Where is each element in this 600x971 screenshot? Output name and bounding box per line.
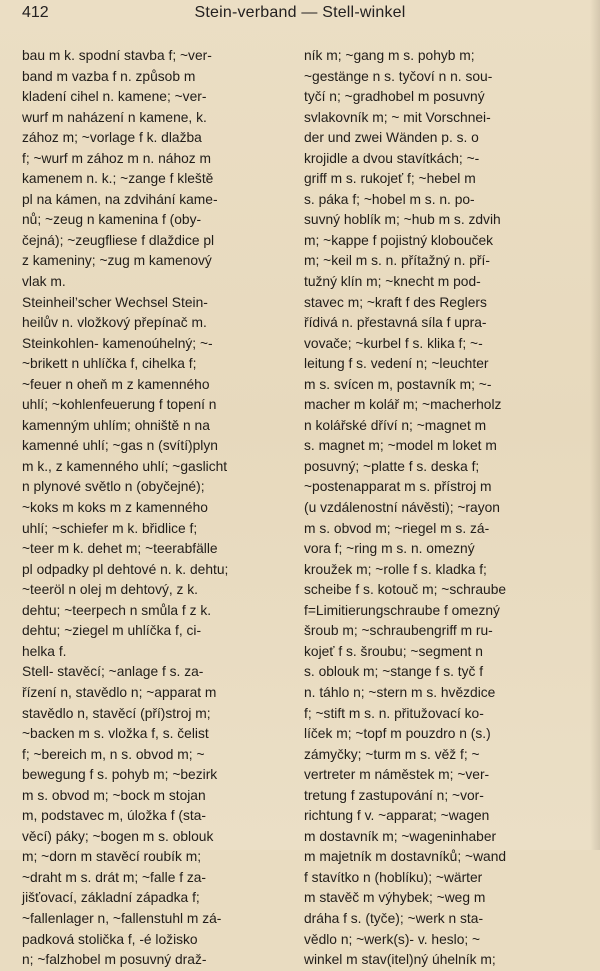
right-line-2: ~gestänge n s. tyčoví n n. sou- [304,68,493,84]
right-line-13: stavec m; ~kraft f des Reglers [304,294,487,310]
left-line-41: ~draht m s. drát m; ~falle f za- [22,869,207,885]
left-line-18: uhlí; ~kohlenfeuerung f topení n [22,397,217,413]
left-line-2: band m vazba f n. způsob m [22,68,196,84]
right-line-41: f stavítko n (hoblíku); ~wärter [304,869,483,885]
right-line-37: tretung f zastupování n; ~vor- [304,787,484,803]
left-line-38: m, podstavec m, úložka f (sta- [22,808,207,824]
right-line-25: vora f; ~ring m s. n. omezný [304,541,475,557]
right-line-3: tyčí n; ~gradhobel m posuvný [304,89,485,105]
left-line-4: wurf m naházení n kamene, k. [22,109,207,125]
right-line-10: m; ~kappe f pojistný klobouček [304,232,494,248]
right-line-38: richtung f v. ~apparat; ~wagen [304,808,490,824]
right-line-43: dráha f s. (tyče); ~werk n sta- [304,910,484,926]
right-line-16: leitung f s. vedení n; ~leuchter [304,356,489,372]
right-line-8: s. páka f; ~hobel m s. n. po- [304,191,475,207]
left-line-27: ~teeröl n olej m dehtový, z k. [22,582,198,598]
right-line-4: svlakovník m; ~ mit Vorschnei- [304,109,491,125]
right-line-28: f=Limitierungschraube f omezný [304,602,500,618]
right-line-30: kojeť f s. šroubu; ~segment n [304,643,483,659]
left-line-19: kamenným uhlím; ohniště n na [22,417,210,433]
right-line-42: m stavěč m výhybek; ~weg m [304,890,486,906]
left-line-9: nů; ~zeug n kamenina f (oby- [22,212,202,228]
left-line-11: z kameniny; ~zug m kamenový [22,253,212,269]
left-line-26: pl odpadky pl dehtové n. k. dehtu; [22,561,229,577]
right-line-34: líček m; ~topf m pouzdro n (s.) [304,726,491,742]
left-line-39: věcí) páky; ~bogen m s. oblouk [22,828,214,844]
left-line-37: m s. obvod m; ~bock m stojan [22,787,206,803]
right-line-32: n. táhlo n; ~stern m s. hvězdice [304,684,496,700]
right-line-20: s. magnet m; ~model m loket m [304,438,497,454]
left-line-29: dehtu; ~ziegel m uhlíčka f, ci- [22,623,202,639]
right-line-15: vovače; ~kurbel f s. klika f; ~- [304,335,483,351]
left-line-44: padková stolička f, -é ložisko [22,931,198,947]
right-line-7: griff m s. rukojeť f; ~hebel m [304,171,476,187]
right-line-12: tužný klín m; ~knecht m pod- [304,274,481,290]
right-line-29: šroub m; ~schraubengriff m ru- [304,623,493,639]
left-line-15: Steinkohlen- kamenoúhelný; ~- [22,335,213,351]
left-line-36: bewegung f s. pohyb m; ~bezirk [22,767,218,783]
left-line-23: ~koks m koks m z kamenného [22,500,208,516]
left-line-21: m k., z kamenného uhlí; ~gaslicht [22,458,228,474]
left-line-22: n plynové světlo n (obyčejné); [22,479,205,495]
left-line-40: m; ~dorn m stavěcí roubík m; [22,849,202,865]
left-line-14: heilův n. vložkový přepínač m. [22,315,207,331]
left-line-35: f; ~bereich m, n s. obvod m; ~ [22,746,205,762]
left-line-1: bau m k. spodní stavba f; ~ver- [22,48,212,63]
right-line-19: n kolářské dříví n; ~magnet m [304,417,487,433]
left-line-42: jišťovací, základní západka f; [22,890,200,906]
left-line-6: f; ~wurf m zához m n. nához m [22,150,212,166]
page-number: 412 [22,4,49,21]
right-line-23: (u vzdálenostní návěsti); ~rayon [304,500,500,516]
left-column [22,46,278,971]
left-line-31: Stell- stavěcí; ~anlage f s. za- [22,664,204,680]
running-head: Stein-verband — Stell-winkel [194,4,406,21]
left-line-8: pl na kámen, na zdvihání kame- [22,191,218,207]
left-line-12: vlak m. [22,274,66,290]
left-line-3: kladení cihel n. kamene; ~ver- [22,89,207,105]
left-line-5: zához m; ~vorlage f k. dlažba [22,130,202,146]
right-line-27: scheibe f s. kotouč m; ~schraube [304,582,507,598]
page-header [22,4,578,28]
left-line-28: dehtu; ~teerpech n smůla f z k. [22,602,212,618]
left-line-33: stavědlo n, stavěcí (pří)stroj m; [22,705,211,721]
right-line-31: s. oblouk m; ~stange f s. tyč f [304,664,484,680]
left-line-7: kamenem n. k.; ~zange f kleště [22,171,214,187]
right-line-22: ~postenapparat m s. přístroj m [304,479,492,495]
right-line-39: m dostavník m; ~wageninhaber [304,828,497,844]
left-line-43: ~fallenlager n, ~fallenstuhl m zá- [22,910,222,926]
left-line-45: n; ~falzhobel m posuvný draž- [22,952,207,968]
right-line-36: vertreter m náměstek m; ~ver- [304,767,490,783]
left-line-34: ~backen m s. vložka f, s. čelist [22,726,209,742]
right-line-14: řídivá n. přestavná síla f upra- [304,315,487,331]
right-line-11: m; ~keil m s. n. přítažný n. pří- [304,253,490,269]
left-line-17: ~feuer n oheň m z kamenného [22,376,210,392]
page-edge-shadow [590,0,600,850]
right-line-26: kroužek m; ~rolle f s. kladka f; [304,561,487,577]
right-line-5: der und zwei Wänden p. s. o [304,130,479,146]
left-line-30: helka f. [22,643,67,659]
left-line-25: ~teer m k. dehet m; ~teerabfälle [22,541,218,557]
right-line-44: vědlo n; ~werk(s)- v. heslo; ~ [304,931,481,947]
right-line-6: krojidle a dvou stavítkách; ~- [304,150,480,166]
left-line-20: kamenné uhlí; ~gas n (svítí)plyn [22,438,218,454]
right-line-1: ník m; ~gang m s. pohyb m; [304,48,475,63]
right-line-24: m s. obvod m; ~riegel m s. zá- [304,520,490,536]
left-line-32: řízení n, stavědlo n; ~apparat m [22,684,217,700]
right-line-9: suvný hoblík m; ~hub m s. zdvih [304,212,501,228]
right-line-18: macher m kolář m; ~macherholz [304,397,502,413]
left-line-24: uhlí; ~schiefer m k. břidlice f; [22,520,198,536]
right-line-45: winkel m stav(itel)ný úhelník m; [304,952,496,968]
right-column [304,46,570,971]
left-line-10: čejná); ~zeugfliese f dlaždice pl [22,232,215,248]
right-line-40: m majetník m dostavníků; ~wand [304,849,507,865]
right-line-17: m s. svícen m, postavník m; ~- [304,376,492,392]
right-line-21: posuvný; ~platte f s. deska f; [304,458,480,474]
right-line-35: zámyčky; ~turm m s. věž f; ~ [304,746,480,762]
right-line-33: f; ~stift m s. n. přitužovací ko- [304,705,484,721]
left-line-13: Steinheil’scher Wechsel Stein- [22,294,208,310]
left-line-16: ~brikett n uhlíčka f, cihelka f; [22,356,197,372]
